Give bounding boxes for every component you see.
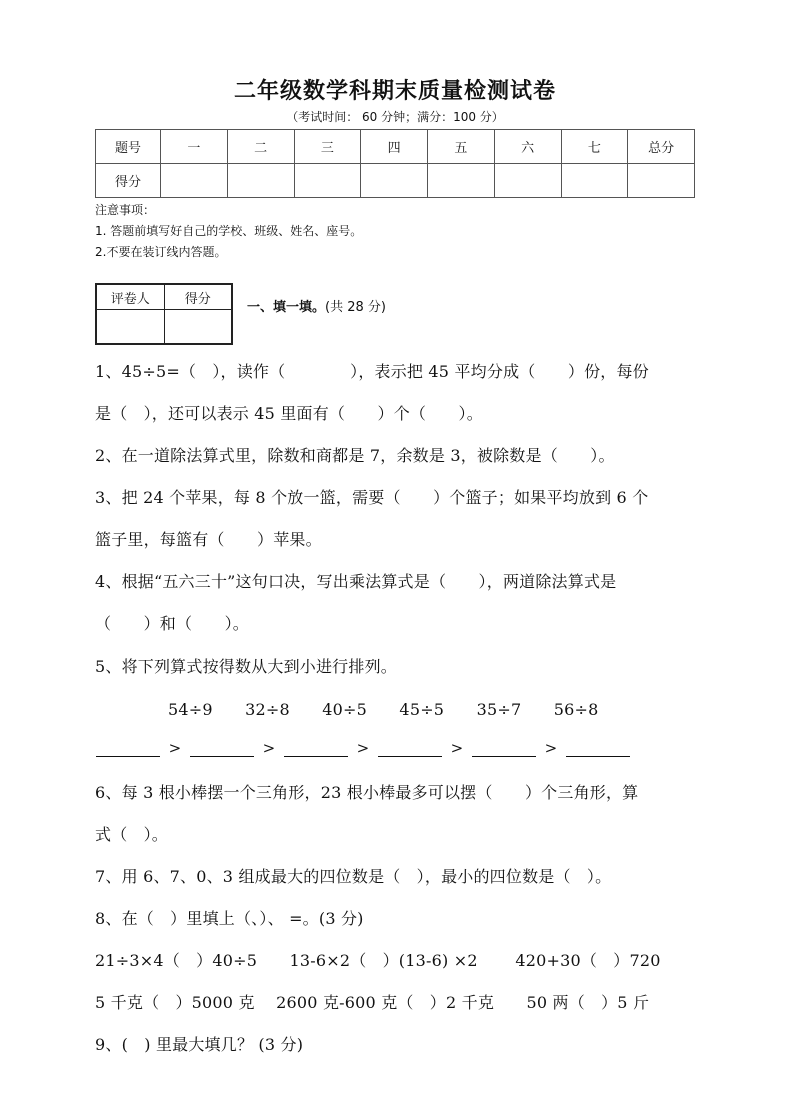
grader-header: 评卷人 xyxy=(96,284,164,310)
greater-than-sign: > xyxy=(168,739,182,757)
score-table-score-row xyxy=(96,164,695,198)
question-5-answer-line xyxy=(96,738,630,757)
notes-item: 1. 答题前填写好自己的学校、班级、姓名、座号。 xyxy=(95,224,363,238)
score-cell xyxy=(561,164,628,198)
question-3-line-2: 篮子里，每篮有（ ）苹果。 xyxy=(95,530,322,549)
score-header-cell: 七 xyxy=(561,130,628,164)
notes-heading: 注意事项： xyxy=(95,203,156,217)
notes-block xyxy=(95,200,362,263)
score-header-cell: 六 xyxy=(494,130,561,164)
question-1-line-2: 是（ ），还可以表示 45 里面有（ ）个（ ）。 xyxy=(95,404,483,423)
score-table-header-row xyxy=(96,130,695,164)
question-8-row-1: 21÷3×4（ ）40÷5 13-6×2（ ）(13-6) ×2 420+30（ ）720 xyxy=(95,951,661,970)
score-cell xyxy=(494,164,561,198)
question-4-line-1: 4、根据“五六三十”这句口决，写出乘法算式是（ ），两道除法算式是 xyxy=(95,572,617,591)
answer-blank xyxy=(472,738,536,757)
greater-than-sign: > xyxy=(544,739,558,757)
score-header-cell: 总分 xyxy=(628,130,695,164)
score-cell xyxy=(628,164,695,198)
question-5-expressions: 54÷9 32÷8 40÷5 45÷5 35÷7 56÷8 xyxy=(168,700,599,719)
grader-table xyxy=(95,283,233,345)
question-3-line-1: 3、把 24 个苹果，每 8 个放一篮，需要（ ）个篮子；如果平均放到 6 个 xyxy=(95,488,649,507)
score-header-cell: 一 xyxy=(161,130,228,164)
answer-blank xyxy=(284,738,348,757)
score-cell xyxy=(294,164,361,198)
greater-than-sign: > xyxy=(356,739,370,757)
grader-score-cell xyxy=(164,310,232,345)
greater-than-sign: > xyxy=(262,739,276,757)
question-2: 2、在一道除法算式里，除数和商都是 7，余数是 3，被除数是（ ）。 xyxy=(95,446,615,465)
score-cell xyxy=(161,164,228,198)
question-8-row-2: 5 千克（ ）5000 克 2600 克-600 克（ ）2 千克 50 两（ ）5 斤 xyxy=(95,993,650,1012)
question-6-line-2: 式（ ）。 xyxy=(95,825,169,844)
answer-blank xyxy=(96,738,160,757)
score-cell xyxy=(361,164,428,198)
score-header-cell: 四 xyxy=(361,130,428,164)
section-1-heading xyxy=(247,296,386,315)
score-header-cell: 五 xyxy=(428,130,495,164)
answer-blank xyxy=(378,738,442,757)
score-cell xyxy=(428,164,495,198)
question-9: 9、( ) 里最大填几？ (3 分) xyxy=(95,1035,304,1054)
section-1-title: 一、填一填。 xyxy=(247,300,326,315)
score-header-cell: 二 xyxy=(227,130,294,164)
greater-than-sign: > xyxy=(450,739,464,757)
exam-title: 二年级数学科期末质量检测试卷 xyxy=(233,79,556,104)
score-header-cell: 题号 xyxy=(96,130,161,164)
grader-cell xyxy=(96,310,164,345)
score-cell xyxy=(227,164,294,198)
exam-subtitle: （考试时间： 60 分钟；满分：100 分） xyxy=(286,110,504,124)
notes-item: 2.不要在装订线内答题。 xyxy=(95,245,227,259)
grader-score-header: 得分 xyxy=(164,284,232,310)
question-4-line-2: （ ）和（ ）。 xyxy=(95,614,250,633)
score-row-label: 得分 xyxy=(96,164,161,198)
score-header-cell: 三 xyxy=(294,130,361,164)
question-6-line-1: 6、每 3 根小棒摆一个三角形，23 根小棒最多可以摆（ ）个三角形，算 xyxy=(95,783,639,802)
question-1-line-1: 1、45÷5=（ ），读作（ ），表示把 45 平均分成（ ）份，每份 xyxy=(95,362,649,381)
question-5: 5、将下列算式按得数从大到小进行排列。 xyxy=(95,657,397,676)
answer-blank xyxy=(190,738,254,757)
answer-blank xyxy=(566,738,630,757)
question-8: 8、在（ ）里填上（、）、 =。(3 分) xyxy=(95,909,364,928)
section-1-points: (共 28 分) xyxy=(325,300,386,315)
score-table xyxy=(95,129,695,198)
question-7: 7、用 6、7、0、3 组成最大的四位数是（ ），最小的四位数是（ ）。 xyxy=(95,867,612,886)
